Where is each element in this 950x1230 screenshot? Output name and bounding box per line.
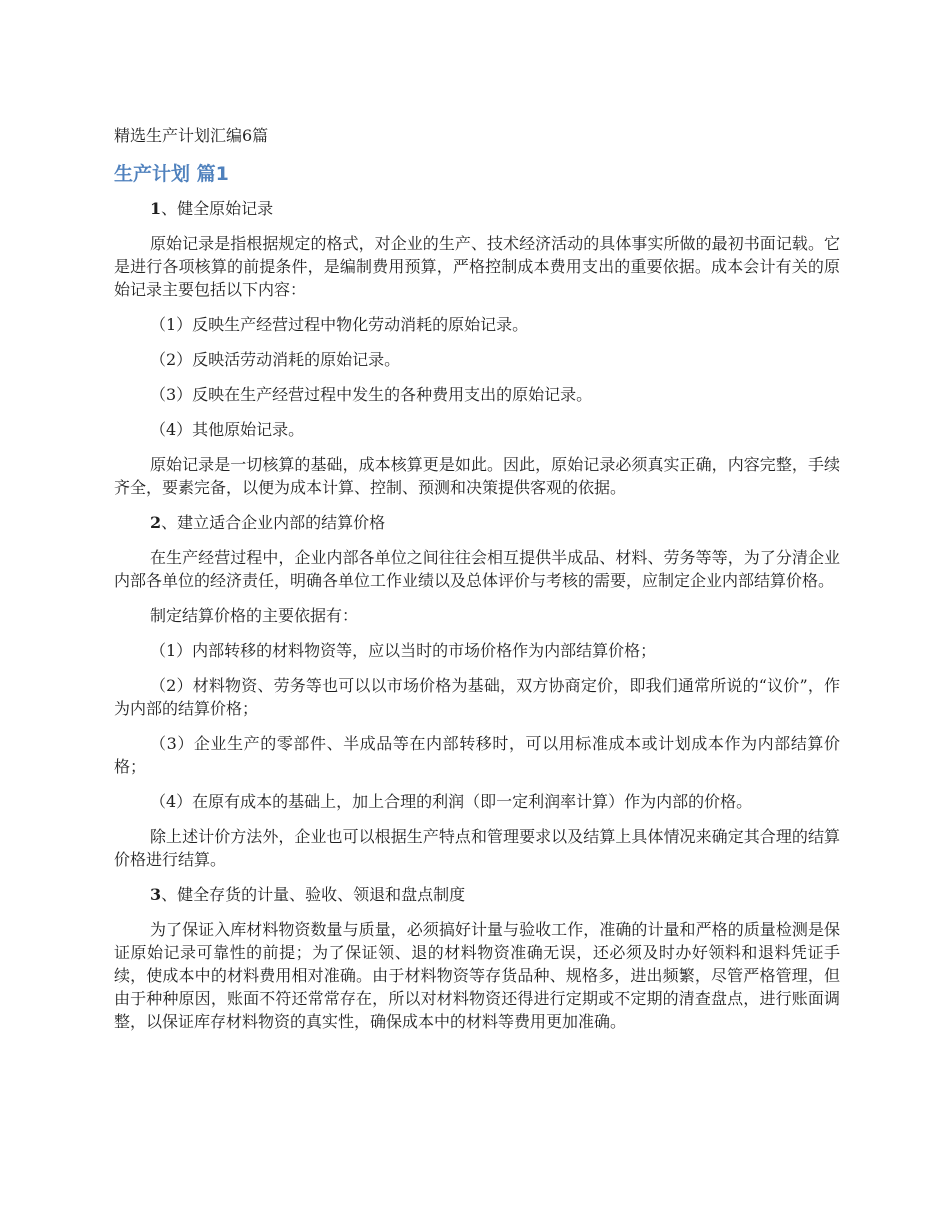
document-page [114, 124, 840, 1045]
paragraph: 原始记录是指根据规定的格式，对企业的生产、技术经济活动的具体事实所做的最初书面记载。它是进行各项核算的前提条件，是编制费用预算，严格控制成本费用支出的重要依据。成本会计有关的原始记录主要包括以下内容： [114, 234, 840, 299]
list-item: （1）反映生产经营过程中物化劳动消耗的原始记录。 [150, 315, 529, 334]
list-heading-3 [114, 883, 840, 906]
paragraph: 原始记录是一切核算的基础，成本核算更是如此。因此，原始记录必须真实正确，内容完整，手续齐全，要素完备，以便为成本计算、控制、预测和决策提供客观的依据。 [114, 455, 840, 497]
list-heading-text: 、健全存货的计量、验收、领退和盘点制度 [161, 885, 466, 904]
section-heading: 生产计划 篇1 [114, 163, 229, 185]
document-title: 精选生产计划汇编6篇 [114, 126, 269, 145]
list-item: （4）其他原始记录。 [150, 420, 305, 439]
paragraph: 在生产经营过程中，企业内部各单位之间往往会相互提供半成品、材料、劳务等等，为了分清企业内部各单位的经济责任，明确各单位工作业绩以及总体评价与考核的需要，应制定企业内部结算价格。 [114, 548, 840, 590]
paragraph: 制定结算价格的主要依据有： [150, 606, 359, 625]
list-heading-2 [114, 511, 840, 534]
list-item: （3）反映在生产经营过程中发生的各种费用支出的原始记录。 [150, 385, 593, 404]
list-item: （3）企业生产的零部件、半成品等在内部转移时，可以用标准成本或计划成本作为内部结算价格； [114, 734, 840, 776]
paragraph: 为了保证入库材料物资数量与质量，必须搞好计量与验收工作，准确的计量和严格的质量检测是保证原始记录可靠性的前提；为了保证领、退的材料物资准确无误，还必须及时办好领料和退料凭证手续，使成本中的材料费用相对准确。由于材料物资等存货品种、规格多，进出频繁，尽管严格管理，但由于种种原因，账面不符还常常存在，所以对材料物资还得进行定期或不定期的清查盘点，进行账面调整，以保证库存材料物资的真实性，确保成本中的材料等费用更加准确。 [114, 920, 840, 1031]
list-heading-text: 、健全原始记录 [161, 199, 274, 218]
list-item: （2）反映活劳动消耗的原始记录。 [150, 350, 401, 369]
list-heading-number: 3 [150, 885, 162, 904]
list-item: （4）在原有成本的基础上，加上合理的利润（即一定利润率计算）作为内部的价格。 [150, 792, 753, 811]
list-heading-number: 1 [150, 199, 162, 218]
list-item: （1）内部转移的材料物资等，应以当时的市场价格作为内部结算价格； [150, 641, 657, 660]
list-heading-number: 2 [150, 513, 162, 532]
paragraph: 除上述计价方法外，企业也可以根据生产特点和管理要求以及结算上具体情况来确定其合理的结算价格进行结算。 [114, 827, 840, 869]
list-heading-text: 、建立适合企业内部的结算价格 [161, 513, 386, 532]
list-heading-1 [114, 197, 840, 220]
list-item: （2）材料物资、劳务等也可以以市场价格为基础，双方协商定价，即我们通常所说的“议价”，作为内部的结算价格； [114, 676, 840, 718]
